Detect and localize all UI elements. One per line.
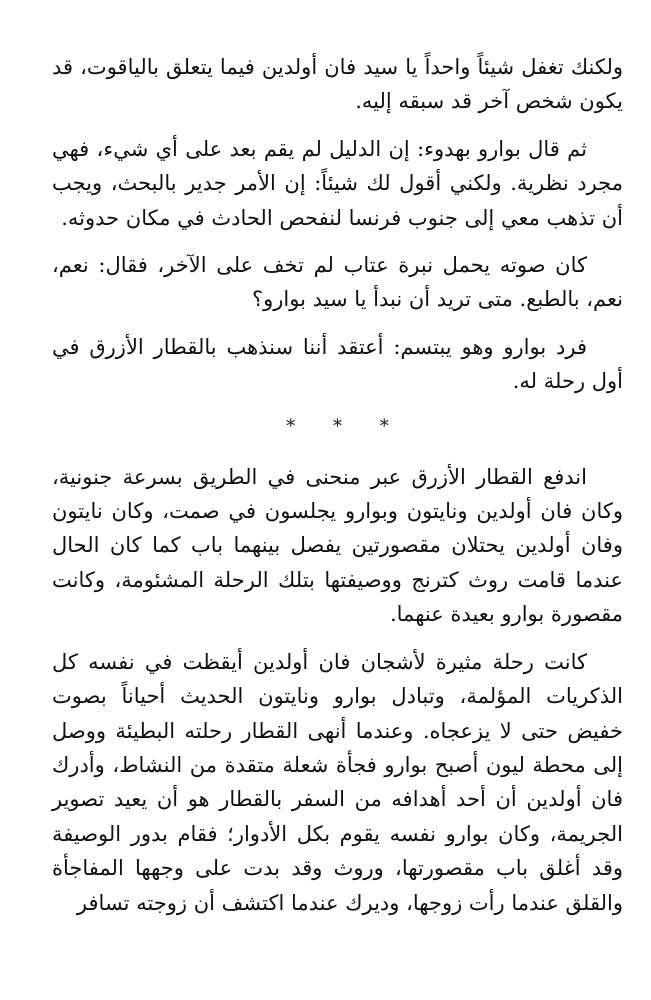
paragraph-1: ولكنك تغفل شيئاً واحداً يا سيد فان أولدين فيما يتعلق بالياقوت، قد يكون شخص آخر قد سبقه إليه. (52, 55, 623, 114)
paragraph-4: فرد بوارو وهو يبتسم: أعتقد أننا سنذهب بالقطار الأزرق في أول رحلة له. (52, 334, 623, 394)
paragraph-3: كان صوته يحمل نبرة عتاب لم تخف على الآخر، فقال: نعم، نعم، بالطبع. متى تريد أن نبدأ يا سيد بوارو؟ (52, 253, 623, 312)
paragraph-2: ثم قال بوارو بهدوء: إن الدليل لم يقم بعد على أي شيء، فهي مجرد نظرية. ولكني أقول لك شيئاً: إن الأمر جدير بالبحث، ويجب أن تذهب معي إلى جنوب فرنسا لنفحص الحادث في مكان حدوثه. (52, 136, 623, 230)
book-page (52, 50, 623, 933)
paragraph-6: كانت رحلة مثيرة لأشجان فان أولدين أيقظت في نفسه كل الذكريات المؤلمة، وتبادل بوارو ونايتون الحديث أحياناً بصوت خفيض حتى لا يزعجاه. وعندما أنهى القطار رحلته البطيئة ووصل إلى محطة ليون أصبح بوارو فجأة شعلة متقدة من النشاط، وأدرك فان أولدين أن أحد أهدافه من السفر بالقطار هو أن يعيد تصوير الجريمة، وكان بوارو نفسه يقوم بكل الأدوار؛ فقام بدور الوصيفة وقد أغلق باب مقصورتها، وروث وقد بدت على وجهها المفاجأة والقلق عندما رأت زوجها، وديرك عندما اكتشف أن زوجته تسافر (52, 649, 623, 915)
section-separator: * * * (286, 415, 405, 437)
paragraph-5: اندفع القطار الأزرق عبر منحنى في الطريق بسرعة جنونية، وكان فان أولدين ونايتون وبوارو يجلسون في صمت، وكان نايتون وفان أولدين يحتلان مقصورتين يفصل بينهما باب كما كان الحال عندما قامت روث كترنج ووصيفتها بتلك الرحلة المشئومة، وكانت مقصورة بوارو بعيدة عنهما. (52, 464, 623, 627)
